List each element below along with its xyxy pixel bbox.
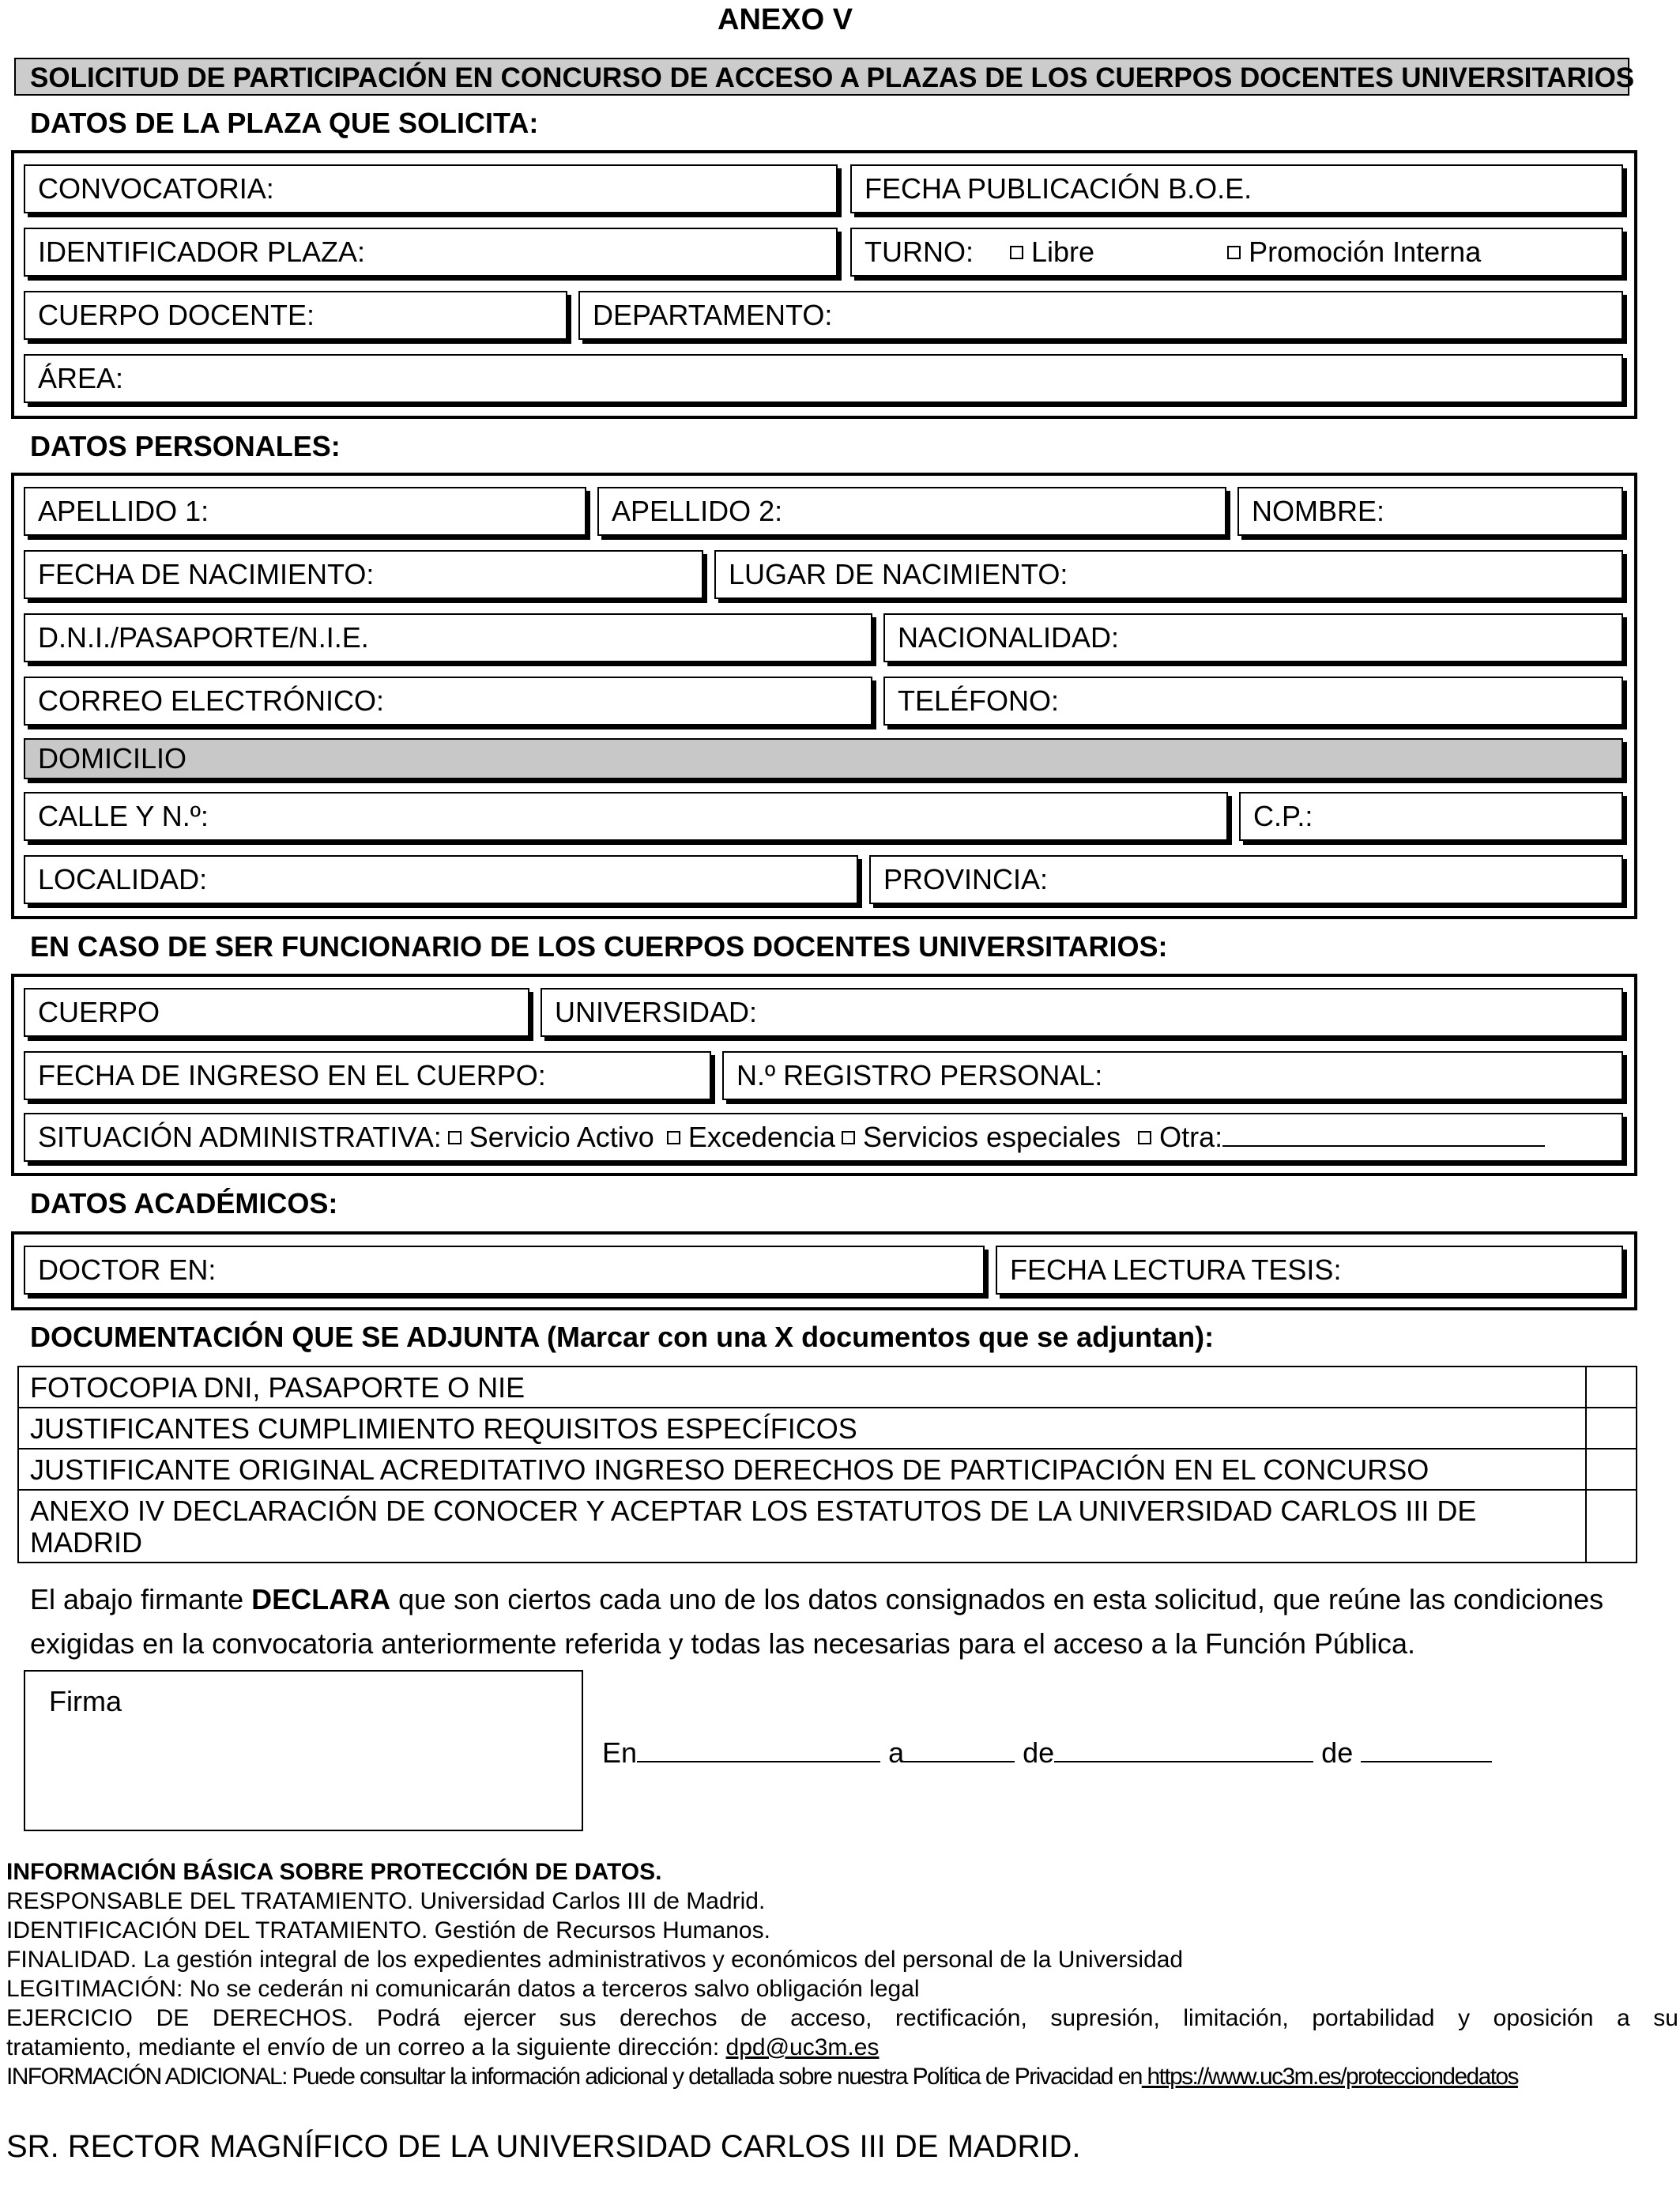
- form-banner-text: SOLICITUD DE PARTICIPACIÓN EN CONCURSO DE ACCESO A PLAZAS DE LOS CUERPOS DOCENTES UNIVERSITARIOS: [30, 62, 1635, 93]
- localidad-label: LOCALIDAD:: [38, 863, 208, 895]
- cuerpo-field[interactable]: [24, 988, 529, 1037]
- doctor-en-label: DOCTOR EN:: [38, 1253, 217, 1286]
- doctor-en-field[interactable]: [24, 1246, 985, 1295]
- fecha-boe-label: FECHA PUBLICACIÓN B.O.E.: [864, 172, 1252, 205]
- year-blank[interactable]: [1361, 1737, 1492, 1762]
- nacionalidad-field[interactable]: [883, 613, 1623, 662]
- universidad-field[interactable]: [541, 988, 1623, 1037]
- signature-box[interactable]: [24, 1670, 583, 1831]
- servicios-especiales-checkbox[interactable]: [842, 1131, 855, 1144]
- day-a-label: a: [888, 1736, 905, 1769]
- table-row: [18, 1449, 1637, 1490]
- calle-label: CALLE Y N.º:: [38, 800, 209, 832]
- privacy-ejercicio-2: [6, 2033, 879, 2062]
- month-blank[interactable]: [1054, 1737, 1313, 1762]
- year-de-label: de: [1321, 1736, 1354, 1769]
- day-blank[interactable]: [904, 1737, 1015, 1762]
- fecha-boe-field[interactable]: [850, 164, 1623, 213]
- turno-label: TURNO:: [864, 236, 974, 268]
- signature-label: Firma: [49, 1685, 122, 1717]
- table-row: [18, 1408, 1637, 1449]
- month-de-label: de: [1023, 1736, 1055, 1769]
- registro-personal-label: N.º REGISTRO PERSONAL:: [736, 1059, 1103, 1091]
- doc-item-checkbox[interactable]: [1586, 1449, 1637, 1490]
- section-heading-documentacion: DOCUMENTACIÓN QUE SE ADJUNTA (Marcar con una X documentos que se adjuntan):: [30, 1321, 1215, 1353]
- dni-field[interactable]: [24, 613, 872, 662]
- fecha-tesis-label: FECHA LECTURA TESIS:: [1010, 1253, 1342, 1286]
- nombre-label: NOMBRE:: [1252, 495, 1385, 527]
- fecha-tesis-field[interactable]: [996, 1246, 1623, 1295]
- fecha-ingreso-label: FECHA DE INGRESO EN EL CUERPO:: [38, 1059, 546, 1091]
- apellido2-field[interactable]: [597, 487, 1226, 536]
- turno-libre-checkbox[interactable]: [1010, 246, 1023, 259]
- place-en-label: En: [602, 1736, 638, 1769]
- telefono-label: TELÉFONO:: [898, 684, 1060, 717]
- excedencia-label: Excedencia: [687, 1121, 835, 1153]
- area-label: ÁREA:: [38, 362, 124, 394]
- servicio-activo-checkbox[interactable]: [448, 1131, 461, 1144]
- doc-item-label: FOTOCOPIA DNI, PASAPORTE O NIE: [18, 1367, 1586, 1408]
- turno-row: [864, 236, 1481, 269]
- fecha-nacimiento-field[interactable]: [24, 550, 703, 599]
- place-date-line: [602, 1737, 1492, 1769]
- declaration-line-2: exigidas en la convocatoria anteriormente referida y todas las necesarias para el acceso a la Función Pública.: [30, 1627, 1415, 1660]
- situacion-administrativa-field: [24, 1113, 1623, 1162]
- privacy-ejercicio-1: EJERCICIO DE DERECHOS. Podrá ejercer sus derechos de acceso, rectificación, supresión, limitación, portabilidad y oposición a su: [6, 2005, 1678, 2031]
- universidad-label: UNIVERSIDAD:: [555, 996, 758, 1028]
- annex-title: ANEXO V: [718, 3, 853, 36]
- section-heading-plaza: DATOS DE LA PLAZA QUE SOLICITA:: [30, 107, 539, 139]
- fecha-nacimiento-label: FECHA DE NACIMIENTO:: [38, 558, 375, 590]
- nombre-field[interactable]: [1237, 487, 1623, 536]
- doc-item-checkbox[interactable]: [1586, 1367, 1637, 1408]
- apellido1-field[interactable]: [24, 487, 586, 536]
- privacy-responsable: RESPONSABLE DEL TRATAMIENTO. Universidad Carlos III de Madrid.: [6, 1888, 766, 1914]
- addressee: SR. RECTOR MAGNÍFICO DE LA UNIVERSIDAD CARLOS III DE MADRID.: [6, 2129, 1081, 2164]
- correo-label: CORREO ELECTRÓNICO:: [38, 684, 385, 717]
- identificador-plaza-label: IDENTIFICADOR PLAZA:: [38, 236, 366, 268]
- privacy-url-link[interactable]: https://www.uc3m.es/protecciondedatos: [1141, 2064, 1518, 2090]
- apellido1-label: APELLIDO 1:: [38, 495, 209, 527]
- section-heading-funcionario: EN CASO DE SER FUNCIONARIO DE LOS CUERPOS DOCENTES UNIVERSITARIOS:: [30, 930, 1168, 963]
- localidad-field[interactable]: [24, 855, 858, 904]
- cuerpo-docente-field[interactable]: [24, 291, 567, 340]
- privacy-ejercicio-2-text: tratamiento, mediante el envío de un correo a la siguiente dirección:: [6, 2034, 726, 2060]
- place-blank[interactable]: [637, 1737, 880, 1762]
- privacy-identificacion: IDENTIFICACIÓN DEL TRATAMIENTO. Gestión de Recursos Humanos.: [6, 1917, 770, 1943]
- correo-field[interactable]: [24, 677, 872, 726]
- departamento-field[interactable]: [578, 291, 1623, 340]
- area-field[interactable]: [24, 354, 1623, 403]
- turno-field: [850, 228, 1623, 277]
- dni-label: D.N.I./PASAPORTE/N.I.E.: [38, 621, 369, 654]
- section-heading-academicos: DATOS ACADÉMICOS:: [30, 1187, 338, 1220]
- documentation-table: [17, 1366, 1637, 1563]
- identificador-plaza-field[interactable]: [24, 228, 838, 277]
- form-banner: [14, 58, 1635, 96]
- privacy-adicional-text: INFORMACIÓN ADICIONAL: Puede consultar la información adicional y detallada sobre nuestra Política de Privacidad en: [6, 2064, 1142, 2090]
- domicilio-header: [24, 738, 1623, 779]
- lugar-nacimiento-field[interactable]: [714, 550, 1623, 599]
- excedencia-checkbox[interactable]: [667, 1131, 680, 1144]
- declaration-post: que son ciertos cada uno de los datos consignados en esta solicitud, que reúne las condiciones: [390, 1583, 1604, 1615]
- situacion-row: [38, 1121, 1545, 1154]
- cp-label: C.P.:: [1253, 800, 1313, 832]
- table-row: [18, 1490, 1637, 1563]
- situacion-label: SITUACIÓN ADMINISTRATIVA:: [38, 1121, 442, 1153]
- privacy-adicional: [6, 2062, 1518, 2091]
- declaration-bold: DECLARA: [251, 1583, 391, 1615]
- turno-libre-label: Libre: [1031, 236, 1095, 268]
- cuerpo-label: CUERPO: [38, 996, 160, 1028]
- otra-blank-line[interactable]: [1222, 1122, 1545, 1147]
- doc-item-checkbox[interactable]: [1586, 1490, 1637, 1563]
- declaration-line-1: [30, 1584, 1603, 1615]
- section-heading-personales: DATOS PERSONALES:: [30, 430, 341, 462]
- convocatoria-field[interactable]: [24, 164, 838, 213]
- apellido2-label: APELLIDO 2:: [612, 495, 783, 527]
- privacy-heading: INFORMACIÓN BÁSICA SOBRE PROTECCIÓN DE DATOS.: [6, 1859, 662, 1885]
- lugar-nacimiento-label: LUGAR DE NACIMIENTO:: [729, 558, 1068, 590]
- nacionalidad-label: NACIONALIDAD:: [898, 621, 1120, 654]
- telefono-field[interactable]: [883, 677, 1623, 726]
- domicilio-label: DOMICILIO: [38, 742, 187, 775]
- declaration-pre: El abajo firmante: [30, 1583, 252, 1615]
- cp-field[interactable]: [1239, 792, 1623, 841]
- privacy-email-link[interactable]: dpd@uc3m.es: [725, 2034, 880, 2060]
- turno-promocion-label: Promoción Interna: [1249, 236, 1482, 268]
- fecha-ingreso-field[interactable]: [24, 1051, 711, 1100]
- convocatoria-label: CONVOCATORIA:: [38, 172, 274, 205]
- otra-label: Otra:: [1159, 1121, 1223, 1153]
- turno-promocion-checkbox[interactable]: [1227, 246, 1241, 259]
- otra-checkbox[interactable]: [1138, 1131, 1151, 1144]
- departamento-label: DEPARTAMENTO:: [593, 299, 833, 331]
- servicio-activo-label: Servicio Activo: [469, 1121, 654, 1153]
- table-row: [18, 1367, 1637, 1408]
- cuerpo-docente-label: CUERPO DOCENTE:: [38, 299, 315, 331]
- provincia-field[interactable]: [869, 855, 1623, 904]
- doc-item-label: ANEXO IV DECLARACIÓN DE CONOCER Y ACEPTAR LOS ESTATUTOS DE LA UNIVERSIDAD CARLOS III DE MADRID: [18, 1490, 1586, 1563]
- servicios-especiales-label: Servicios especiales: [862, 1121, 1121, 1153]
- doc-item-label: JUSTIFICANTE ORIGINAL ACREDITATIVO INGRESO DERECHOS DE PARTICIPACIÓN EN EL CONCURSO: [18, 1449, 1586, 1490]
- privacy-finalidad: FINALIDAD. La gestión integral de los expedientes administrativos y económicos del personal de la Universidad: [6, 1947, 1184, 1973]
- doc-item-label: JUSTIFICANTES CUMPLIMIENTO REQUISITOS ESPECÍFICOS: [18, 1408, 1586, 1449]
- registro-personal-field[interactable]: [722, 1051, 1623, 1100]
- calle-field[interactable]: [24, 792, 1228, 841]
- privacy-legitimacion: LEGITIMACIÓN: No se cederán ni comunicarán datos a terceros salvo obligación legal: [6, 1976, 920, 2002]
- doc-item-checkbox[interactable]: [1586, 1408, 1637, 1449]
- provincia-label: PROVINCIA:: [883, 863, 1049, 895]
